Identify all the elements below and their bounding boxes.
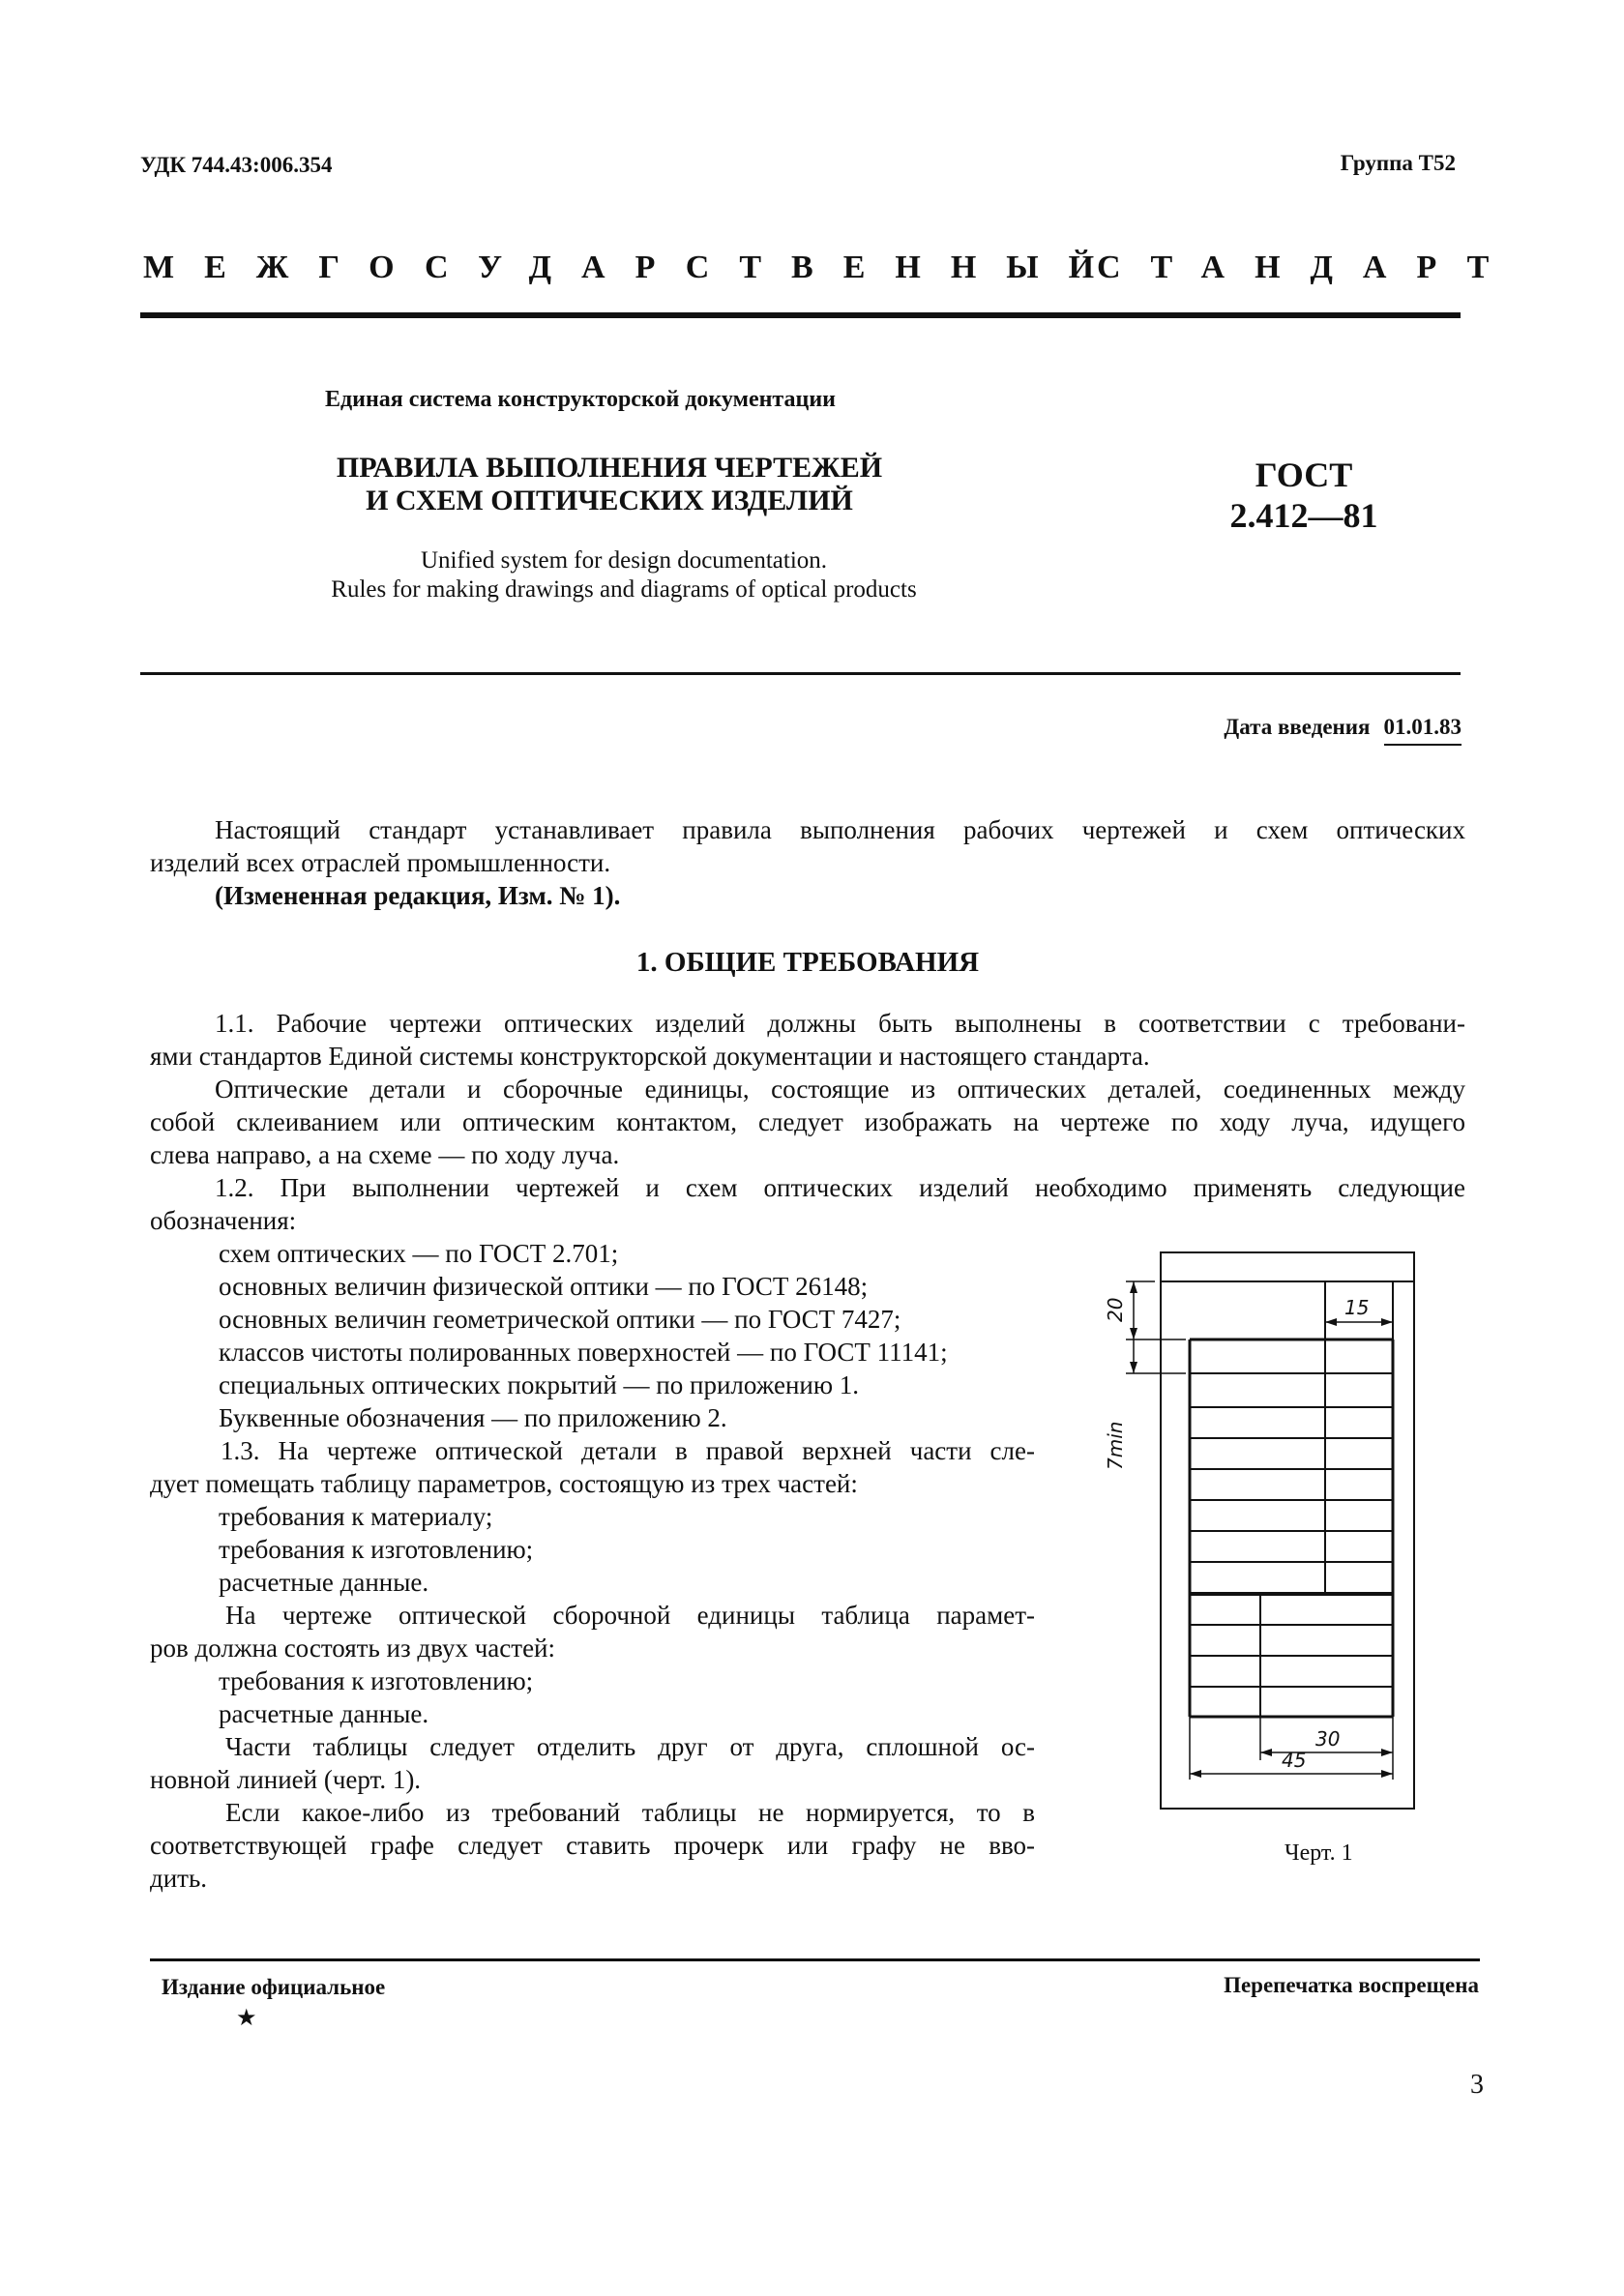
- english-title-line-1: Unified system for design documentation.: [420, 547, 828, 574]
- system-name: Единая система конструкторской документации: [325, 387, 836, 412]
- p13d-line-3: дить.: [150, 1864, 208, 1893]
- p11-line-1: 1.1. Рабочие чертежи оптических изделий должны быть выполнены в соответствии с требовани-: [215, 1009, 1465, 1038]
- gost-code: 2.412—81: [1229, 496, 1378, 535]
- dim-15-label: 15: [1344, 1296, 1370, 1319]
- intro-amendment: (Измененная редакция, Изм. № 1).: [215, 881, 621, 910]
- p13d-line-2: соответствующей графе следует ставить прочерк или графу не вво-: [150, 1831, 1035, 1860]
- introduction-date: [1224, 715, 1462, 740]
- figure-caption: Черт. 1: [1284, 1840, 1353, 1866]
- p11b-line-3: слева направо, а на схеме — по ходу луча.: [150, 1140, 620, 1169]
- official-edition: Издание официальное: [162, 1975, 386, 1999]
- header-rule: [140, 312, 1461, 318]
- p12-line-1: 1.2. При выполнении чертежей и схем оптических изделий необходимо применять следующие: [215, 1173, 1465, 1202]
- p13c-line-1: Части таблицы следует отделить друг от друга, сплошной ос-: [225, 1732, 1035, 1761]
- intro-line-2: изделий всех отраслей промышленности.: [150, 848, 611, 877]
- p13d-line-1: Если какое-либо из требований таблицы не нормируется, то в: [225, 1798, 1035, 1827]
- standard-label: СТАНДАРТ: [1097, 250, 1520, 285]
- list-item: Буквенные обозначения — по приложению 2.: [219, 1403, 727, 1432]
- list-item: расчетные данные.: [219, 1699, 429, 1728]
- list-item: требования к материалу;: [219, 1502, 493, 1531]
- dim-20-label: 20: [1104, 1297, 1127, 1322]
- english-title-line-2: Rules for making drawings and diagrams of optical products: [331, 576, 917, 603]
- section-heading: 1. ОБЩИЕ ТРЕБОВАНИЯ: [635, 947, 980, 978]
- reprint-prohibited: Перепечатка воспрещена: [1224, 1973, 1479, 1997]
- gost-number: [1207, 455, 1401, 536]
- list-item: специальных оптических покрытий — по приложению 1.: [219, 1370, 860, 1399]
- dim-45-label: 45: [1282, 1749, 1307, 1772]
- list-item: схем оптических — по ГОСТ 2.701;: [219, 1239, 619, 1268]
- p12-line-2: обозначения:: [150, 1206, 297, 1235]
- list-item: основных величин физической оптики — по ГОСТ 26148;: [219, 1272, 869, 1301]
- title-line-1: ПРАВИЛА ВЫПОЛНЕНИЯ ЧЕРТЕЖЕЙ: [336, 452, 883, 484]
- english-title: [251, 546, 996, 604]
- list-item: требования к изготовлению;: [219, 1666, 534, 1695]
- list-item: классов чистоты полированных поверхностей — по ГОСТ 11141;: [219, 1338, 948, 1367]
- p11b-line-1: Оптические детали и сборочные единицы, состоящие из оптических деталей, соединенных между: [215, 1074, 1465, 1104]
- date-label: Дата введения: [1224, 715, 1371, 739]
- parameter-table-drawing: [1083, 1243, 1432, 1823]
- p11b-line-2: собой склеиванием или оптическим контактом, следует изображать на чертеже по ходу луча, идущего: [150, 1107, 1465, 1136]
- dim-30-label: 30: [1315, 1727, 1341, 1751]
- star-icon: ★: [236, 2006, 257, 2031]
- document-title: [319, 452, 900, 517]
- p13c-line-2: новной линией (черт. 1).: [150, 1765, 422, 1794]
- page-number: 3: [1470, 2070, 1484, 2100]
- title-line-2: И СХЕМ ОПТИЧЕСКИХ ИЗДЕЛИЙ: [366, 485, 853, 516]
- list-item: расчетные данные.: [219, 1568, 429, 1597]
- p13-line-1: 1.3. На чертеже оптической детали в правой верхней части сле-: [221, 1436, 1035, 1465]
- group-code: Группа Т52: [1340, 151, 1456, 175]
- udk-code: УДК 744.43:006.354: [140, 153, 333, 177]
- p13-line-2: дует помещать таблицу параметров, состоящую из трех частей:: [150, 1469, 858, 1498]
- footer-rule: [150, 1958, 1480, 1961]
- p13b-line-2: ров должна состоять из двух частей:: [150, 1634, 556, 1663]
- p11-line-2: ями стандартов Единой системы конструкторской документации и настоящего стандарта.: [150, 1042, 1150, 1071]
- dim-7min-label: 7min: [1104, 1421, 1127, 1470]
- list-item: основных величин геометрической оптики — по ГОСТ 7427;: [219, 1305, 901, 1334]
- date-value: 01.01.83: [1384, 715, 1462, 746]
- interstate-label: МЕЖГОСУДАРСТВЕННЫЙ: [143, 250, 1125, 285]
- gost-label: ГОСТ: [1255, 456, 1353, 494]
- intro-line-1: Настоящий стандарт устанавливает правила выполнения рабочих чертежей и схем оптических: [215, 815, 1465, 844]
- p13b-line-1: На чертеже оптической сборочной единицы таблица парамет-: [225, 1601, 1035, 1630]
- list-item: требования к изготовлению;: [219, 1535, 534, 1564]
- title-rule: [140, 672, 1461, 675]
